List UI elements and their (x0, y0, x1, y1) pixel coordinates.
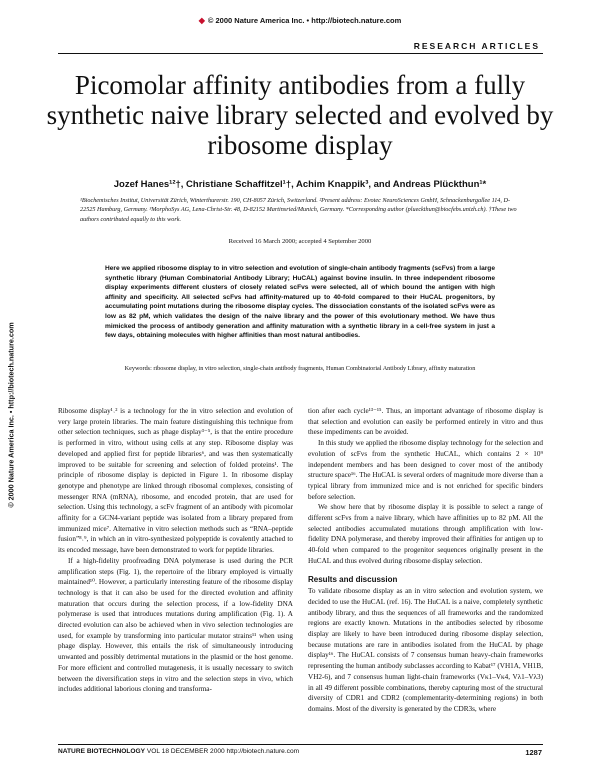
header-copyright-text: © 2000 Nature America Inc. • http://biotech.nature.com (207, 16, 402, 25)
journal-name: NATURE BIOTECHNOLOGY (58, 748, 146, 755)
footer-rule (58, 744, 543, 745)
page-number: 1287 (525, 748, 542, 757)
section-label: RESEARCH ARTICLES (413, 41, 540, 51)
results-heading: Results and discussion (308, 574, 398, 584)
abstract: Here we applied ribosome display to in vitro selection and evolution of single-chain antibody fragments (scFvs) from a large synthetic library (Human Combinatorial Antibody Library; HuCAL) against bovine insulin. In three independent ribosome display experiments different clusters of closely related scFvs were selected, all of which bound the antigen with high affinity and specificity. All selected scFvs had affinity-matured up to 40-fold compared to their HuCAL progenitors, by accumulating point mutations during the ribosome display cycles. The dissociation constants of the isolated scFvs were as low as 82 pM, which validates the design of the naive library and the power of this evolutionary method. We have thus mimicked the process of antibody generation and affinity maturation with a synthetic library in a cell-free system in just a few days, obtaining molecules with higher affinities than most natural antibodies. (105, 265, 495, 340)
paragraph: tion after each cycle¹³⁻¹⁵. Thus, an important advantage of ribosome display is that selection and evolution can easily be performed entirely in vitro and thus these impediments can be avoided. (308, 407, 543, 437)
keywords: Keywords: ribosome display, in vitro selection, single-chain antibody fragments, Human Combinatorial Antibody Library, affinity maturation (124, 365, 476, 372)
footer-journal (58, 748, 299, 755)
affiliations: ¹Biochemisches Institut, Universität Zürich, Winterthurerstr. 190, CH-8057 Zürich, Switzerland. ²Present address: Evotec NeuroSciences GmbH, Schnackenburgallee 114, D-22525 Hamburg, Germany. ³MorphoSys AG, Lena-Christ-Str. 48, D-82152 Martinsried/Munich, Germany. *Corresponding author (plueckthun@biocfebs.unizh.ch). †These two authors contributed equally to this work. (80, 197, 517, 223)
body-left-column (58, 406, 293, 695)
author-list: Jozef Hanes¹²†, Christiane Schaffitzel¹†, Achim Knappik³, and Andreas Plückthun¹* (113, 179, 487, 190)
journal-issue: VOL 18 DECEMBER 2000 http://biotech.nature.com (146, 748, 300, 755)
paragraph: To validate ribosome display as an in vitro selection and evolution system, we decided to use the HuCAL (ref. 16). The HuCAL is a naive, completely synthetic antibody library, and thus the sequences of all frameworks and the randomized regions are exactly known. Mutations in the antibodies selected by ribosome display are likely to have been introduced during ribosome display selection, because mutations are rare in antibodies isolated from the HuCAL by phage display¹⁶. The HuCAL consists of 7 consensus human heavy-chain frameworks representing the human antibody subclasses according to Kabat¹⁷ (VH1A, VH1B, VH2-6), and 7 consensus human light-chain frameworks (Vκ1–Vκ4, Vλ1–Vλ3) in all 49 different possible combinations, thereby capturing most of the structural diversity of CDR1 and CDR2 (complementarity-determining regions) in both domains. Most of the diversity is generated by the CDR3s, where (308, 587, 543, 713)
received-dates: Received 16 March 2000; accepted 4 September 2000 (228, 238, 372, 245)
sidebar-copyright (4, 250, 18, 580)
nature-logo-icon: ◆ (198, 16, 205, 25)
paragraph: We show here that by ribosome display it is possible to select a range of different scFvs from a naive library, which have affinities up to 82 pM. All the selected antibodies accumulated mutations through amplification with low-fidelity DNA polymerase, and thereby improved their affinities for antigen up to 40-fold when compared to the progenitor sequences originally present in the HuCAL and thus evolved during ribosome display selection. (308, 503, 543, 565)
header-rule (58, 53, 543, 54)
article-title: Picomolar affinity antibodies from a fully synthetic naive library selected and evolved by ribosome display (46, 70, 554, 160)
header-copyright (0, 16, 600, 25)
sidebar-vertical-text: © 2000 Nature America Inc. • http://biotech.nature.com (6, 322, 16, 508)
paragraph: In this study we applied the ribosome display technology for the selection and evolution of scFvs from the synthetic HuCAL, which contains 2 × 10⁹ independent members and has been designed to cover most of the antibody structure space¹⁶. The HuCAL is several orders of magnitude more diverse than a typical library from immunized mice and is not enriched for specific binders before selection. (308, 439, 543, 501)
body-right-column (308, 406, 543, 715)
paragraph: If a high-fidelity proofreading DNA polymerase is used during the PCR amplification steps (Fig. 1), the repertoire of the library employed is virtually maintained¹⁰. However, a particularly interesting feature of the ribosome display technology is that it can also be used for the directed evolution and affinity maturation that occurs during the selection process, if a low-fidelity DNA polymerase is used that introduces mutations during amplification (Fig. 1). A directed evolution can also be achieved when in vivo selection technologies are used, for example by transforming into particular mutator strains¹¹ when using phage display. However, this entails the risk of simultaneously introducing unwanted and possibly detrimental mutations in the plasmid or the host genome. For more efficient and controlled mutagenesis, it is usually necessary to switch between the diversification steps in vitro and the selection steps in vivo, which includes additional laborious cloning and transforma- (58, 556, 293, 694)
paragraph: Ribosome display¹˒² is a technology for the in vitro selection and evolution of very large protein libraries. The main feature distinguishing this technique from other selection techniques, such as phage display³⁻⁵, is that the entire procedure is performed in vitro, without using cells at any step. Ribosome display was developed and applied first for peptide libraries⁶, and was then systematically improved to be suitable for screening and selection of folded proteins¹. The principle of ribosome display is depicted in Figure 1. In ribosome display genotype and phenotype are linked through ribosomal complexes, consisting of messenger RNA (mRNA), ribosome, and encoded protein, that are used for selection. Using this technology, a scFv fragment of an antibody with picomolar affinity for a GCN4-variant peptide was isolated from a library prepared from immunized mice⁷. Alternative in vitro selection methods such as “RNA–peptide fusion”⁸˒⁹, in which an in vitro-synthesized polypeptide is covalently attached to its encoded message, have been demonstrated to work for peptide libraries. (58, 407, 293, 555)
